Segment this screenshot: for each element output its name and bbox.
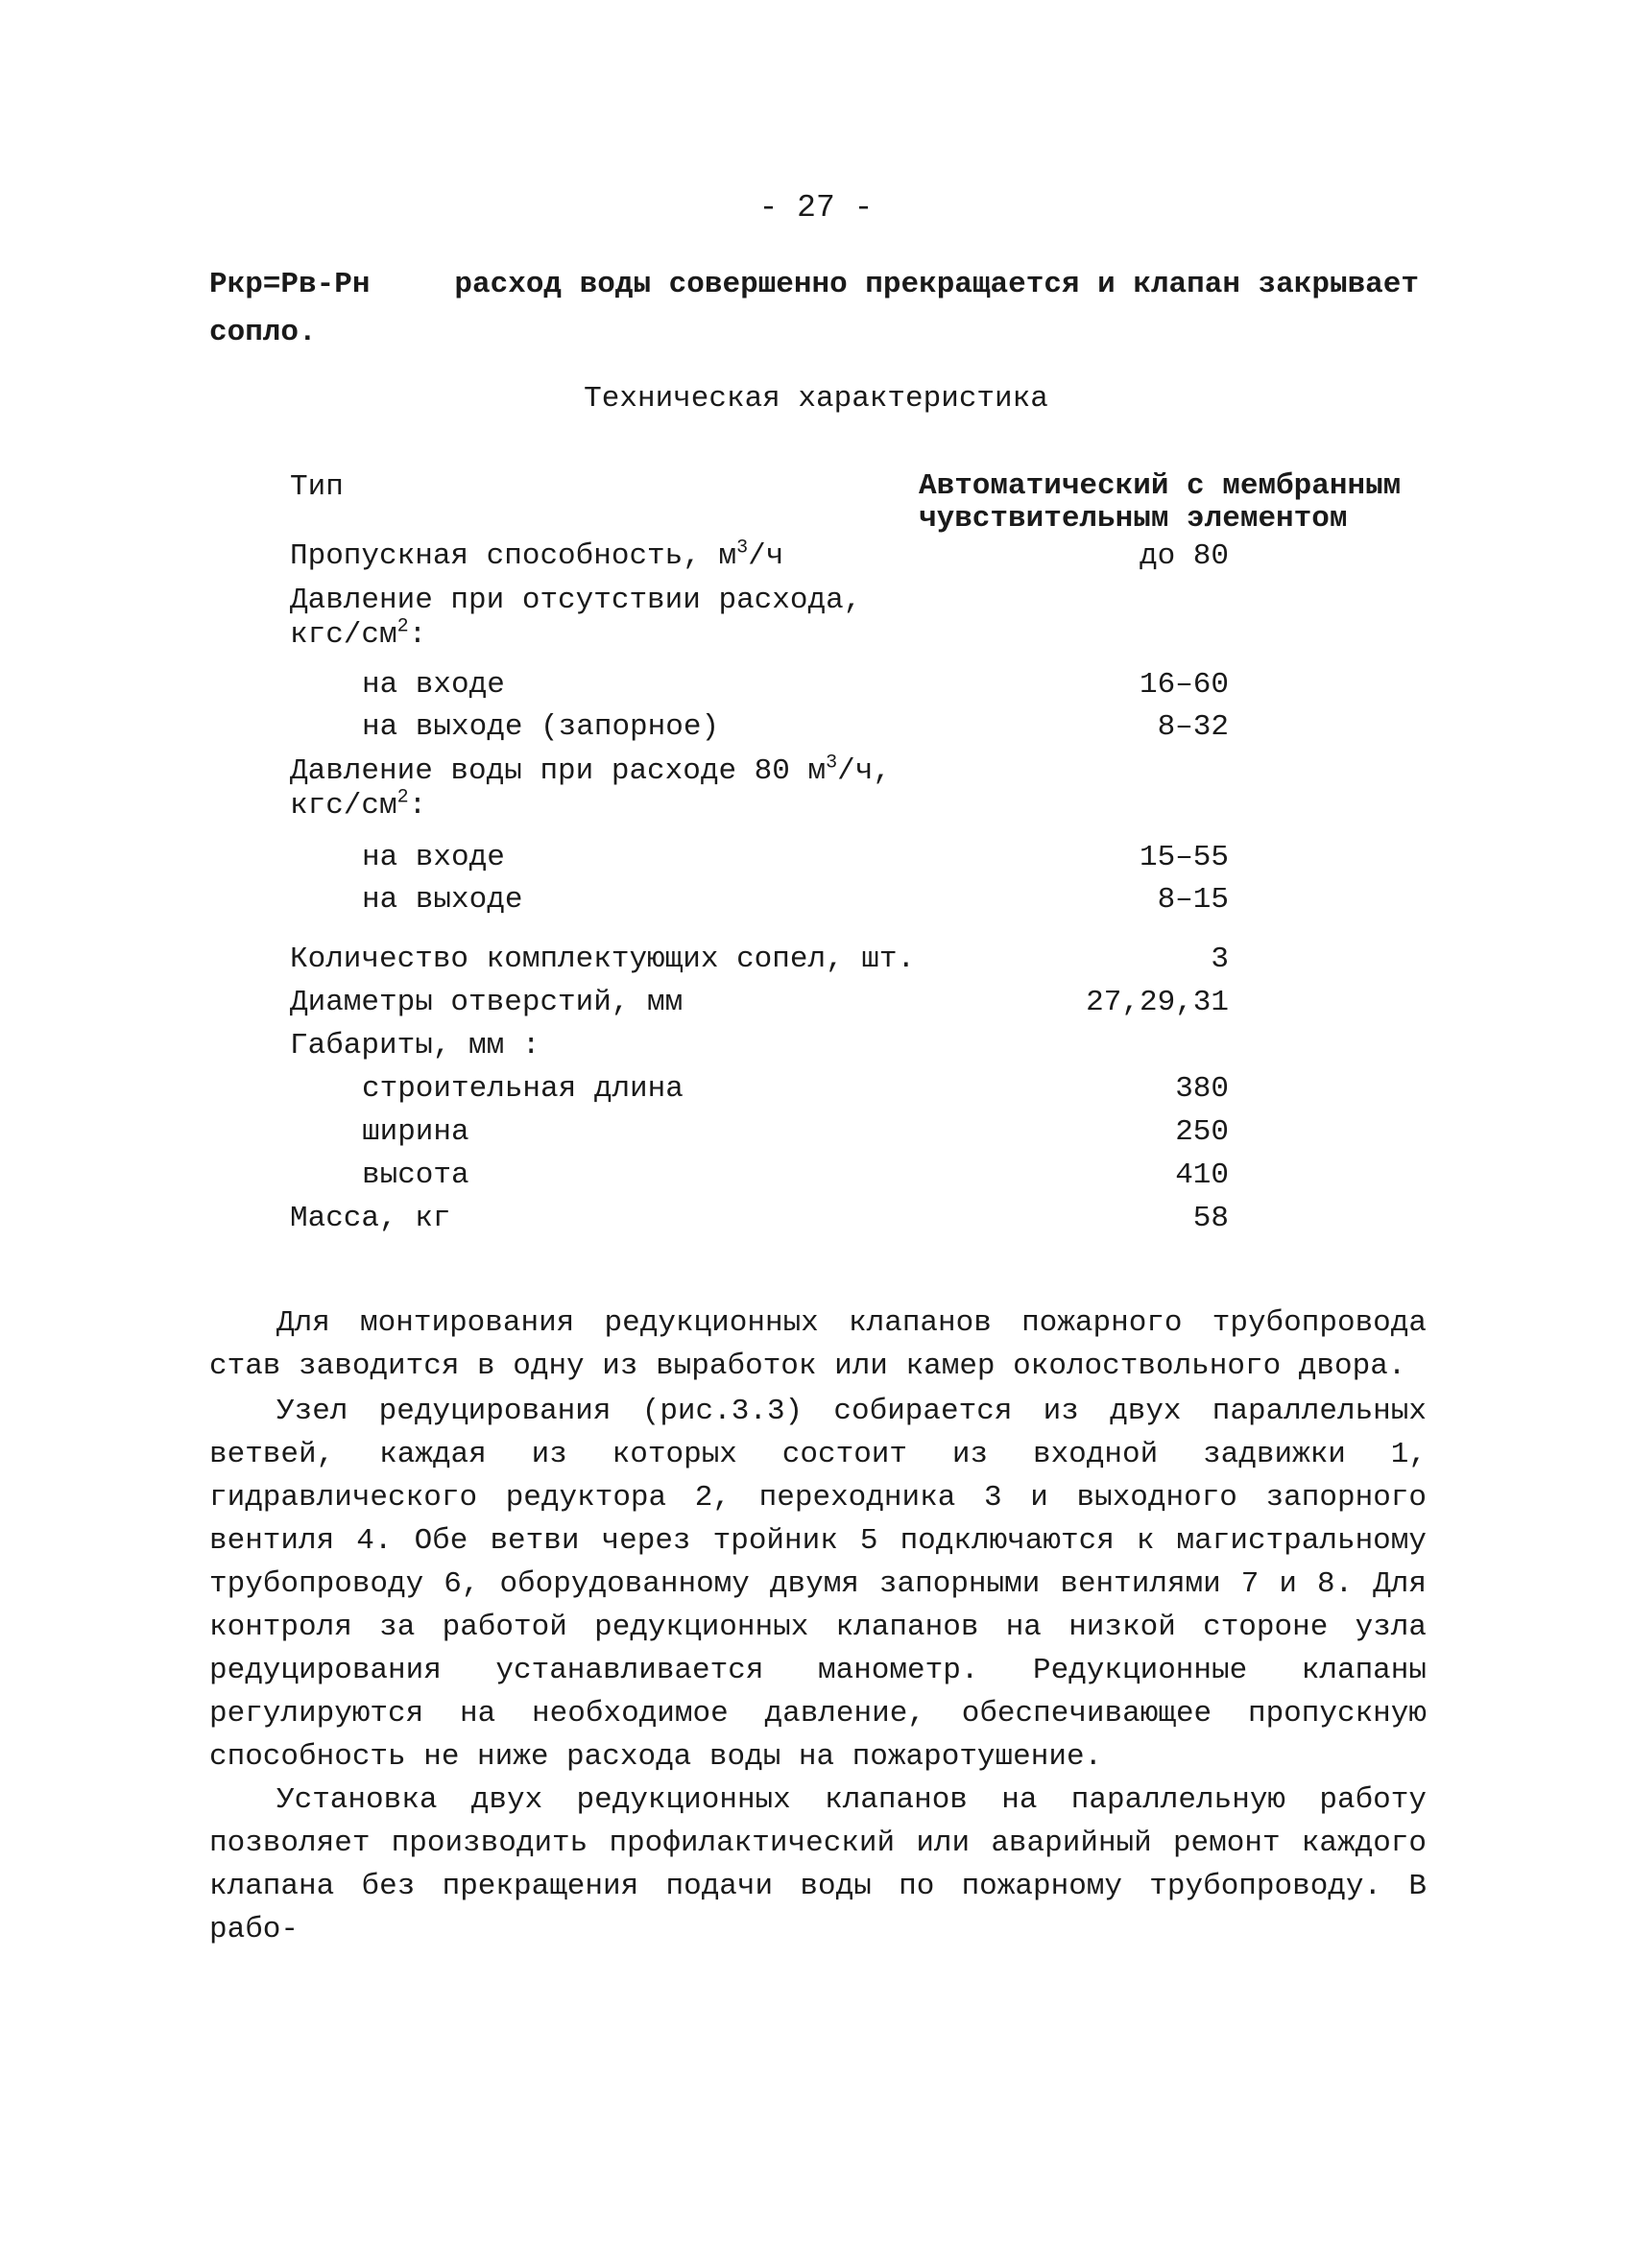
mass-value: 58: [1192, 1202, 1229, 1235]
noflow-outlet-label: на выходе (запорное): [362, 710, 720, 744]
capacity-label: [290, 539, 783, 574]
type-value-line2: чувствительным элементом: [919, 502, 1348, 536]
noflow-inlet-label: на входе: [362, 668, 505, 702]
flow-outlet-label: на выходе: [362, 883, 523, 917]
intro-text: расход воды совершенно прекращается и клапан закрывает: [454, 268, 1419, 301]
pressure-flow-line2: [290, 786, 891, 824]
type-value: [919, 470, 1401, 536]
paragraph-reduction-unit-text: Узел редуцирования (рис.3.3) собирается из двух параллельных ветвей, каждая из которых состоит из входной задвижки 1, гидравлического редуктора 2, переходника 3 и выходного запорного вентиля 4. Обе ветви через тройник 5 подключаются к магистральному трубопроводу 6, оборудованному двумя запорными вентилями 7 и 8. Для контроля за работой редукционных клапанов на низкой стороне узла редуцирования устанавливается манометр. Редукционные клапаны регулируются на необходимое давление, обеспечивающее пропускную способность не ниже расхода воды на пожаротушение.: [209, 1395, 1427, 1774]
diameters-value: 27,29,31: [1086, 986, 1229, 1019]
pressure-noflow-line2: [290, 615, 861, 653]
length-label: строительная длина: [362, 1072, 684, 1106]
pressure-noflow-unit: кгс/см: [290, 618, 397, 652]
paragraph-mounting: [209, 1301, 1427, 1388]
nozzles-value: 3: [1211, 943, 1229, 976]
paragraph-reduction-unit: [209, 1390, 1427, 1779]
paragraph-parallel-valves-text: Установка двух редукционных клапанов на параллельную работу позволяет производить профилактический или аварийный ремонт каждого клапана без прекращения подачи воды по пожарному трубопроводу. В рабо-: [209, 1783, 1427, 1946]
pressure-noflow-label: [290, 584, 861, 653]
type-value-line1: Автоматический с мембранным: [919, 469, 1402, 503]
width-label: ширина: [362, 1115, 469, 1149]
diameters-label: Диаметры отверстий, мм: [290, 986, 684, 1019]
spec-title: Техническая характеристика: [584, 382, 1048, 416]
pressure-flow-sup1: 3: [826, 752, 838, 775]
pressure-flow-colon: :: [408, 789, 427, 823]
mass-label: Масса, кг: [290, 1202, 451, 1235]
intro-paragraph: [209, 261, 1419, 357]
pressure-formula: Ркр=Рв-Рн: [209, 268, 371, 301]
type-label: Тип: [290, 470, 344, 504]
page-number: - 27 -: [758, 190, 874, 226]
pressure-flow-line1: [290, 754, 891, 789]
noflow-outlet-value: 8–32: [1157, 710, 1229, 744]
height-label: высота: [362, 1158, 469, 1192]
intro-second-line: сопло.: [209, 316, 317, 349]
dimensions-label: Габариты, мм :: [290, 1029, 540, 1062]
capacity-value: до 80: [1139, 539, 1229, 573]
pressure-flow-label: [290, 754, 891, 824]
width-value: 250: [1175, 1115, 1229, 1149]
intro-first-line: [209, 261, 1419, 309]
flow-inlet-value: 15–55: [1139, 841, 1229, 874]
length-value: 380: [1175, 1072, 1229, 1106]
capacity-label-text: Пропускная способность, м: [290, 539, 737, 573]
pressure-flow-tail1: /ч,: [837, 754, 891, 788]
height-value: 410: [1175, 1158, 1229, 1192]
pressure-noflow-line1: Давление при отсутствии расхода,: [290, 584, 862, 617]
pressure-noflow-colon: :: [408, 618, 427, 652]
pressure-flow-text: Давление воды при расходе 80 м: [290, 754, 827, 788]
paragraph-parallel-valves: [209, 1779, 1427, 1951]
capacity-unit-tail: /ч: [748, 539, 784, 573]
flow-inlet-label: на входе: [362, 841, 505, 874]
noflow-inlet-value: 16–60: [1139, 668, 1229, 702]
capacity-unit-sup: 3: [736, 537, 749, 560]
pressure-flow-sup2: 2: [396, 786, 409, 809]
pressure-flow-unit: кгс/см: [290, 789, 397, 823]
paragraph-mounting-text: Для монтирования редукционных клапанов пожарного трубопровода став заводится в одну из выработок или камер околоствольного двора.: [209, 1306, 1427, 1383]
nozzles-label: Количество комплектующих сопел, шт.: [290, 943, 916, 976]
pressure-noflow-sup: 2: [396, 615, 409, 638]
flow-outlet-value: 8–15: [1157, 883, 1229, 917]
